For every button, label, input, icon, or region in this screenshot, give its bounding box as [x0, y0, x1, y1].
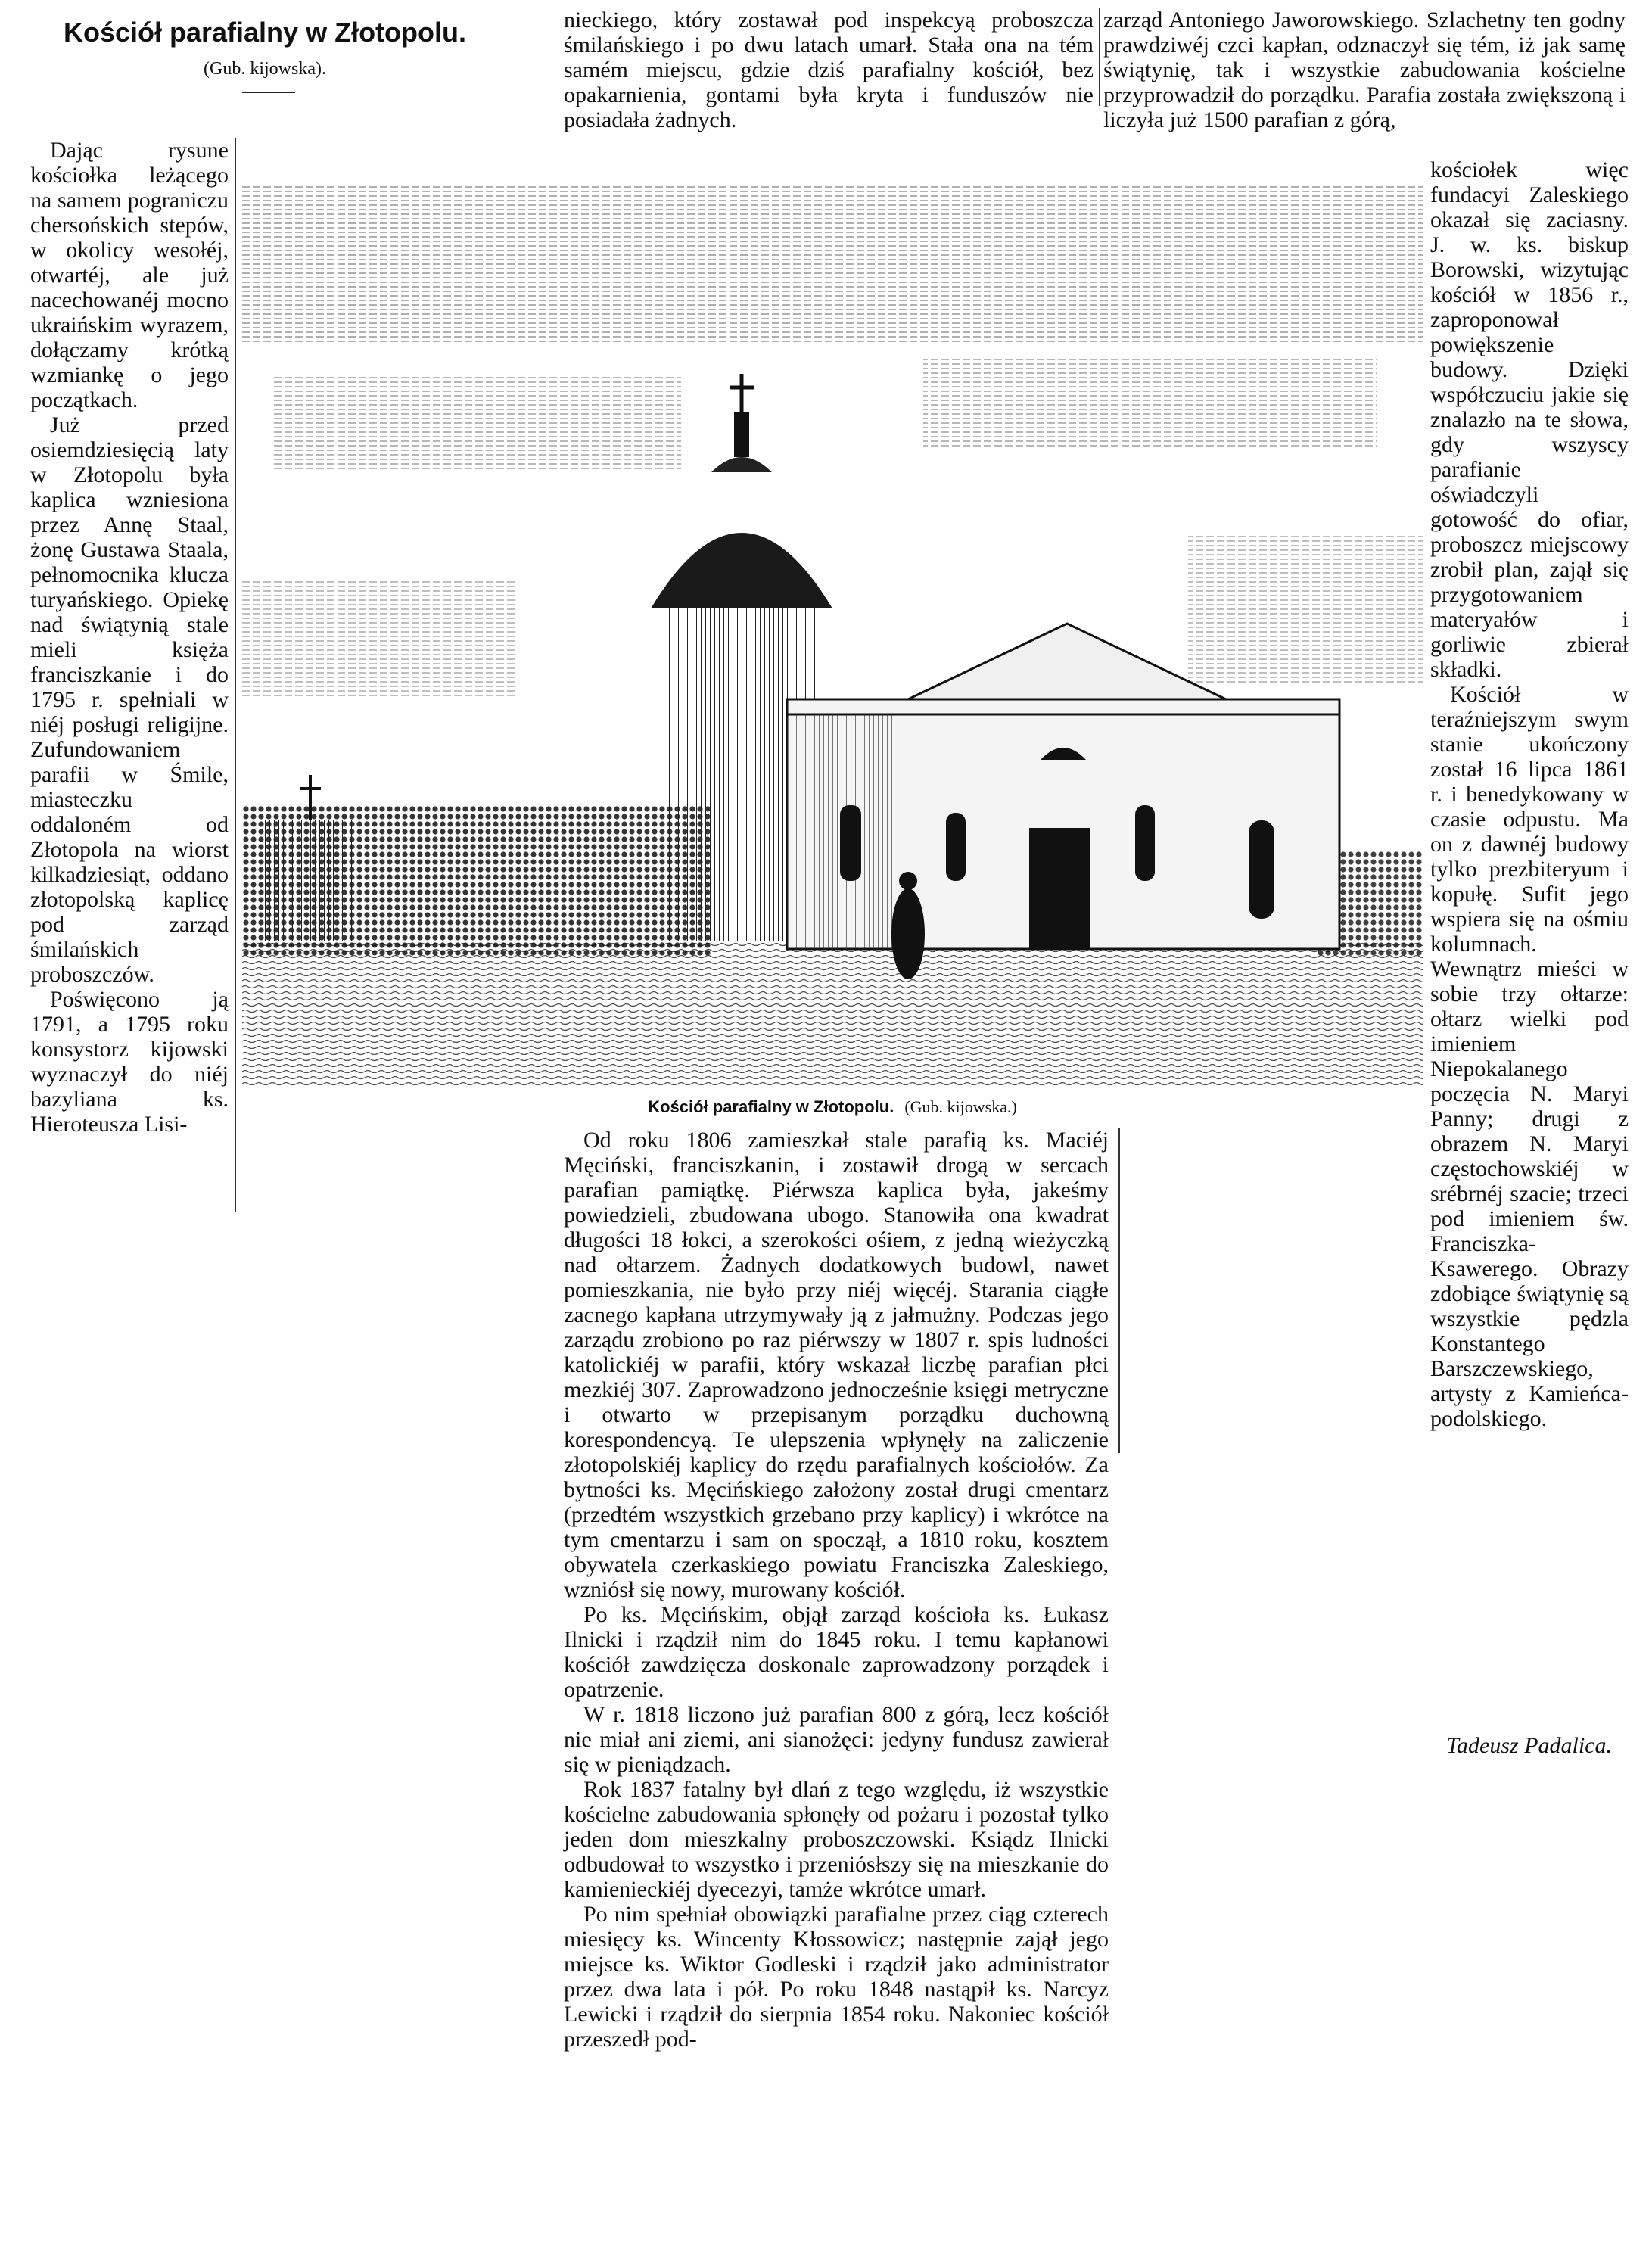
- article-subtitle: (Gub. kijowska).: [204, 59, 326, 79]
- article-title: Kościół parafialny w Złotopolu.: [63, 17, 467, 48]
- author-signature: Tadeusz Padalica.: [1446, 1733, 1612, 1758]
- paragraph: Już przed osiemdziesięcią laty w Złotopolu była kaplica wzniesiona przez Annę Staal, żonę Gustawa Staala, pełnomocnika klucza turyańskiego. Opiekę nad świątynią stale mieli księża franciszkanie i do 1795 r. spełniali w niéj posługi religijne. Zufundowaniem parafii w Śmile, miasteczku oddaloném od Złotopola na wiorst kilkadziesiąt, oddano złotopolską kaplicę pod zarząd śmilańskich proboszczów.: [30, 412, 229, 987]
- paragraph: Po ks. Męcińskim, objął zarząd kościoła ks. Łukasz Ilnicki i rządził nim do 1845 roku. I temu kapłanowi kościół zawdzięcza doskonale zaprowadzony porządek i opatrzenie.: [564, 1602, 1109, 1702]
- column-left: [30, 138, 229, 1137]
- column-divider: [1118, 1128, 1120, 1453]
- column-right-bottom: [1128, 1733, 1619, 1758]
- paragraph: Po nim spełniał obowiązki parafialne przez ciąg czterech miesięcy ks. Wincenty Kłossowicz; następnie zajął jego miejsce ks. Wiktor Godleski i rządził jako administrator przez dwa lata i pół. Po roku 1848 nastąpił ks. Narcyz Lewicki i rządził do sierpnia 1854 roku. Nakoniec kościół przeszedł pod-: [564, 1902, 1109, 2052]
- column-right-wrap: [1430, 157, 1629, 1431]
- paragraph: Rok 1837 fatalny był dlań z tego względu, iż wszystkie kościelne zabudowania spłonęły od pożaru i pozostał tylko jeden dom mieszkalny proboszczowski. Ksiądz Ilnicki odbudował to wszystko i przeniósłszy się na mieszkanie do kamienieckiéj dyecezyi, tamże wkrótce umarł.: [564, 1777, 1109, 1902]
- caption-subtitle: (Gub. kijowska.): [904, 1097, 1017, 1116]
- paragraph: zarząd Antoniego Jaworowskiego. Szlachetny ten godny prawdziwéj czci kapłan, odznaczył się tém, iż jak samę świątynię, tak i wszystkie zabudowania kościelne przyprowadził do porządku. Parafia została zwiększoną i liczyła już 1500 parafian z górą,: [1103, 8, 1626, 132]
- paragraph: Od roku 1806 zamieszkał stale parafią ks. Maciéj Męciński, franciszkanin, i zostawił drogą w sercach parafian pamiątkę. Piérwsza kaplica była, jakeśmy powiedzieli, zbudowana ubogo. Stanowiła ona kwadrat długości 18 łokci, a szerokości ośiem, z jedną wieżyczką nad ołtarzem. Żadnych dodatkowych budowl, nawet pomieszkania, nie było przy niéj więcéj. Starania ciągłe zacnego kapłana utrzymywały ją z jałmużny. Podczas jego zarządu zrobiono po raz piérwszy w 1807 r. spis ludności katolickiéj w parafii, który wskazał liczbę parafian płci mezkiéj 307. Zaprowadzono jednocześnie księgi metryczne i otwarto w przepisanym porządku duchowną korespondencyą. Te ulepszenia wpłynęły na zaliczenie złotopolskiéj kaplicy do rzędu parafialnych kościołów. Za bytności ks. Męcińskiego założony został drugi cmentarz (przedtém wszystkich grzebano przy kaplicy) i wkrótce na tym cmentarzu i sam on spoczął, a 1810 roku, kosztem obywatela czerkaskiego powiatu Franciszka Zaleskiego, wzniósł się nowy, murowany kościół.: [564, 1128, 1109, 1602]
- column-middle-top: [564, 8, 1094, 132]
- caption-title: Kościół parafialny w Złotopolu.: [648, 1097, 894, 1116]
- paragraph: Kościół w teraźniejszym swym stanie ukończony został 16 lipca 1861 r. i benedykowany w czasie odpustu. Ma on z dawnéj budowy tylko prezbiteryum i kopułę. Sufit jego wspiera się na ośmiu kolumnach. Wewnątrz mieści w sobie trzy ołtarze: ołtarz wielki pod imieniem Niepokalanego poczęcia N. Maryi Panny; drugi z obrazem N. Maryi częstochowskiéj w srébrnéj szacie; trzeci pod imieniem św. Franciszka-Ksawerego. Obrazy zdobiące świątynię są wszystkie pędzla Konstantego Barszczewskiego, artysty z Kamieńca-podolskiego.: [1430, 682, 1629, 1431]
- paragraph: nieckiego, który zostawał pod inspekcyą proboszcza śmilańskiego i po dwu latach umarł. Stała ona na tém samém miejscu, gdzie dziś parafialny kościół, bez opakarnienia, gontami była kryta i funduszów nie posiadała żadnych.: [564, 8, 1094, 132]
- column-divider: [235, 138, 236, 1212]
- paragraph: Dając rysune kościołka leżącego na samem pograniczu chersońskich stepów, w okolicy wesołéj, otwartéj, ale już nacechowanéj mocno ukraińskim wyrazem, dołączamy krótką wzmiankę o jego początkach.: [30, 138, 229, 412]
- column-divider: [1099, 8, 1100, 106]
- column-middle-bottom: [564, 1128, 1109, 2052]
- column-right-top: [1103, 8, 1626, 132]
- title-divider: [242, 92, 295, 93]
- paragraph: W r. 1818 liczono już parafian 800 z górą, lecz kościół nie miał ani ziemi, ani sianożęci: jedyny fundusz zawierał się w pieniądzach.: [564, 1702, 1109, 1777]
- paragraph: Poświęcono ją 1791, a 1795 roku konsystorz kijowski wyznaczył do niéj bazyliana ks. Hieroteusza Lisi-: [30, 987, 229, 1137]
- paragraph: kościołek więc fundacyi Zaleskiego okazał się zaciasny. J. w. ks. biskup Borowski, wizytując kościół w 1856 r., zaproponował powiększenie budowy. Dzięki współczuciu jakie się znalazło na te słowa, gdy wszyscy parafianie oświadczyli gotowość do ofiar, proboszcz miejscowy zrobił plan, zajął się przygotowaniem materyałów i gorliwie zbierał składki.: [1430, 157, 1629, 682]
- church-illustration: [242, 185, 1423, 1085]
- figure-caption: [242, 1097, 1423, 1117]
